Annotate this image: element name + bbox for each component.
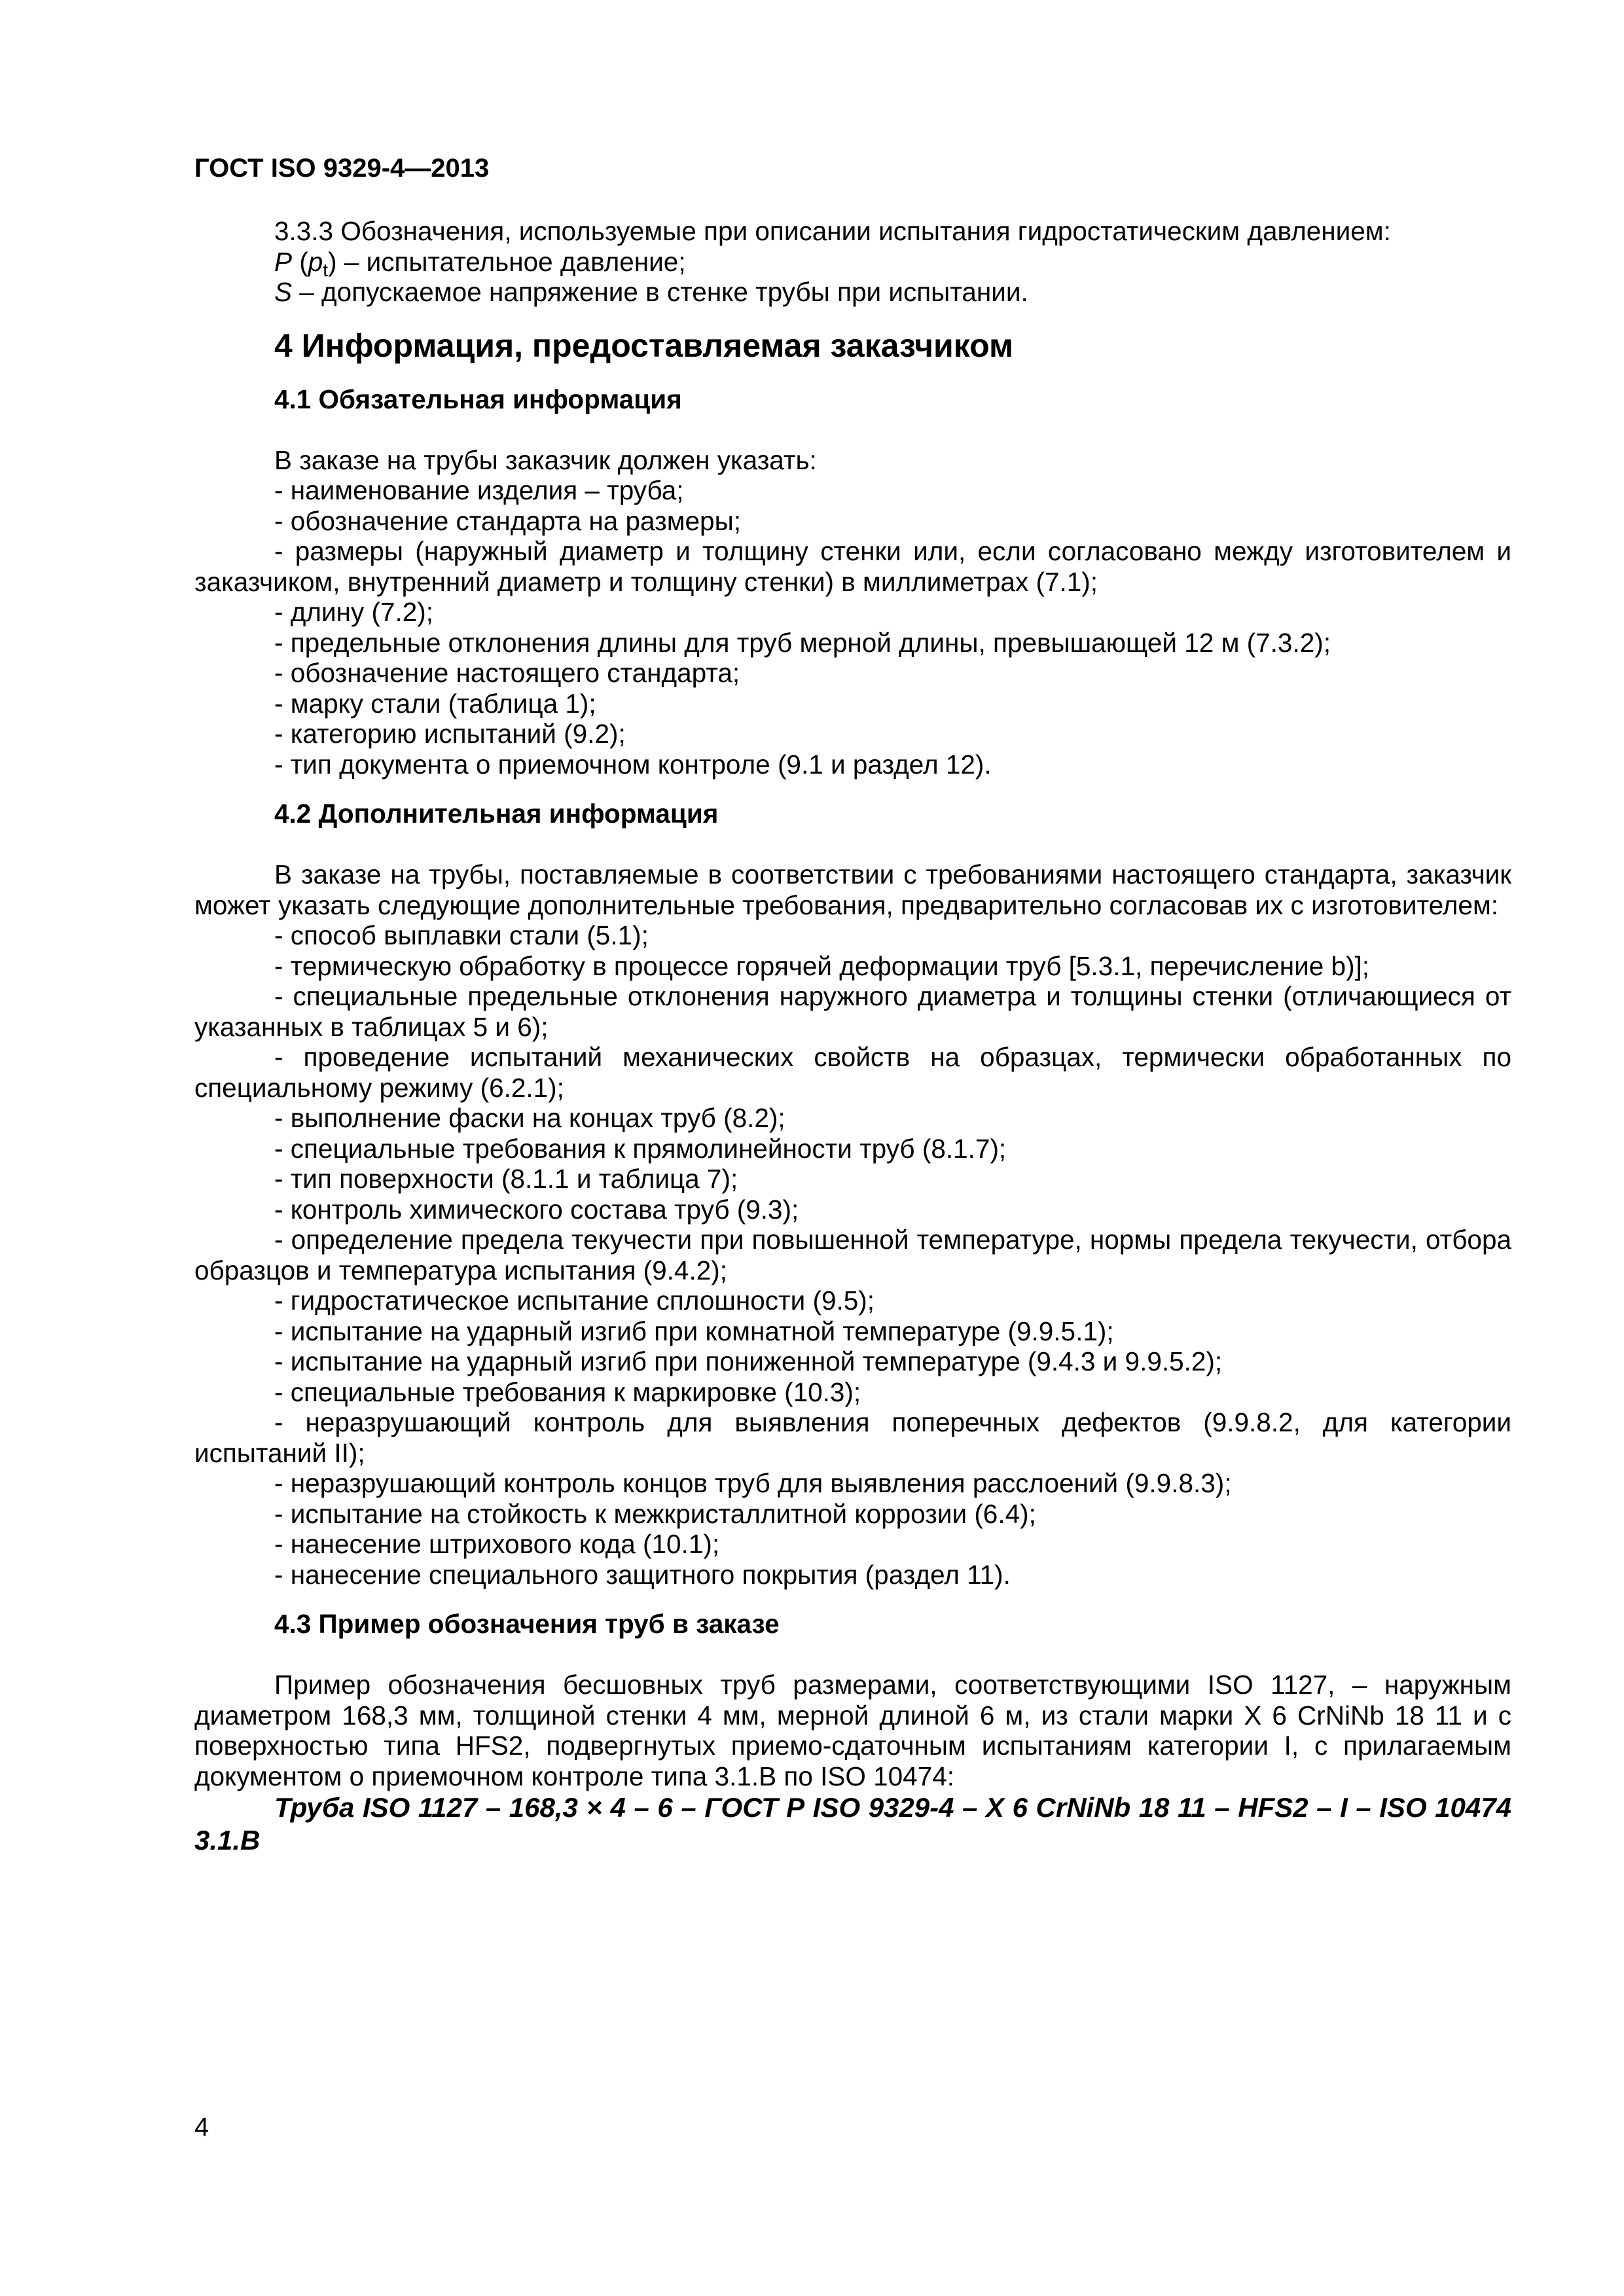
section-4-1-heading: 4.1 Обязательная информация — [274, 384, 682, 414]
clause-3-3-3-p-definition — [194, 247, 1511, 278]
list-item: - тип документа о приемочном контроле (9.1 и раздел 12). — [274, 749, 992, 780]
list-item: - испытание на стойкость к межкристаллитной коррозии (6.4); — [274, 1498, 1036, 1529]
list-item: - специальные предельные отклонения наружного диаметра и толщины стенки (отличающиеся от указанных в таблицах 5 и 6); — [194, 981, 1511, 1042]
list-item: - длину (7.2); — [274, 597, 434, 627]
list-item: - специальные требования к маркировке (10.3); — [274, 1376, 861, 1407]
list-item: - гидростатическое испытание сплошности (9.5); — [274, 1285, 875, 1316]
list-item: - категорию испытаний (9.2); — [274, 719, 626, 749]
list-item: - тип поверхности (8.1.1 и таблица 7); — [274, 1164, 738, 1194]
p-symbol: P — [274, 246, 293, 277]
page-number: 4 — [194, 2113, 209, 2142]
page-content — [194, 216, 1511, 1857]
list-item: - обозначение настоящего стандарта; — [274, 658, 740, 688]
list-item: - предельные отклонения длины для труб мерной длины, превышающей 12 м (7.3.2); — [274, 627, 1331, 658]
list-item: - способ выплавки стали (5.1); — [274, 920, 649, 950]
list-item: - специальные требования к прямолинейности труб (8.1.7); — [274, 1133, 1007, 1164]
section-4-heading: 4 Информация, предоставляемая заказчиком — [274, 327, 1013, 364]
list-item: - выполнение фаски на концах труб (8.2); — [274, 1103, 785, 1133]
section-4-3-heading: 4.3 Пример обозначения труб в заказе — [274, 1609, 780, 1639]
section-4-2-heading: 4.2 Дополнительная информация — [274, 798, 719, 829]
list-item: - обозначение стандарта на размеры; — [274, 505, 741, 536]
list-item: - испытание на ударный изгиб при пониженной температуре (9.4.3 и 9.9.5.2); — [274, 1346, 1223, 1376]
list-item: - неразрушающий контроль для выявления поперечных дефектов (9.9.8.2, для категории испытаний II); — [194, 1407, 1511, 1468]
list-item: - неразрушающий контроль концов труб для выявления расслоений (9.9.8.3); — [274, 1468, 1232, 1498]
list-item: - контроль химического состава труб (9.3); — [274, 1194, 799, 1225]
list-item: - термическую обработку в процессе горячей деформации труб [5.3.1, перечисление b)]; — [274, 950, 1370, 981]
p-close: ) – испытательное давление; — [328, 246, 686, 277]
list-item: - проведение испытаний механических свойств на образцах, термически обработанных по специальному режиму (6.2.1); — [194, 1042, 1511, 1103]
p-open: ( — [292, 246, 308, 277]
list-item: - нанесение специального защитного покрытия (раздел 11). — [274, 1559, 1011, 1590]
section-4-2-intro: В заказе на трубы, поставляемые в соответствии с требованиями настоящего стандарта, заказчик может указать следующие дополнительные требования, предварительно согласовав их с изготовителем: — [194, 859, 1511, 920]
p-subscript: t — [323, 259, 329, 280]
clause-3-3-3-title: 3.3.3 Обозначения, используемые при описании испытания гидростатическим давлением: — [274, 216, 1391, 246]
list-item: - размеры (наружный диаметр и толщину стенки или, если согласовано между изготовителем и заказчиком, внутренний диаметр и толщину стенки) в миллиметрах (7.1); — [194, 536, 1511, 597]
section-4-3-intro: Пример обозначения бесшовных труб размерами, соответствующими ISO 1127, – наружным диаметром 168,3 мм, толщиной стенки 4 мм, мерной длиной 6 м, из стали марки X 6 CrNiNb 18 11 и с поверхностью типа HFS2, подвергнутых приемо-сдаточным испытаниям категории I, с прилагаемым документом о приемочном контроле типа 3.1.B по ISO 10474: — [194, 1670, 1511, 1791]
section-4-1-intro: В заказе на трубы заказчик должен указать: — [274, 444, 817, 475]
list-item: - испытание на ударный изгиб при комнатной температуре (9.9.5.1); — [274, 1316, 1114, 1346]
running-header-standard-id: ГОСТ ISO 9329-4—2013 — [194, 154, 490, 183]
list-item: - наименование изделия – труба; — [274, 475, 684, 505]
list-item: - марку стали (таблица 1); — [274, 688, 596, 719]
p-sub-base: p — [308, 246, 323, 277]
s-symbol: S — [274, 277, 293, 307]
list-item: - нанесение штрихового кода (10.1); — [274, 1529, 720, 1559]
s-text: – допускаемое напряжение в стенке трубы при испытании. — [292, 277, 1028, 307]
clause-3-3-3-s-definition — [194, 277, 1511, 308]
list-item: - определение предела текучести при повышенной температуре, нормы предела текучести, отбора образцов и температура испытания (9.4.2); — [194, 1225, 1511, 1285]
order-designation-example: Труба ISO 1127 – 168,3 × 4 – 6 – ГОСТ Р ISO 9329-4 – X 6 CrNiNb 18 11 – HFS2 – I – ISO 10474 3.1.B — [194, 1792, 1511, 1856]
